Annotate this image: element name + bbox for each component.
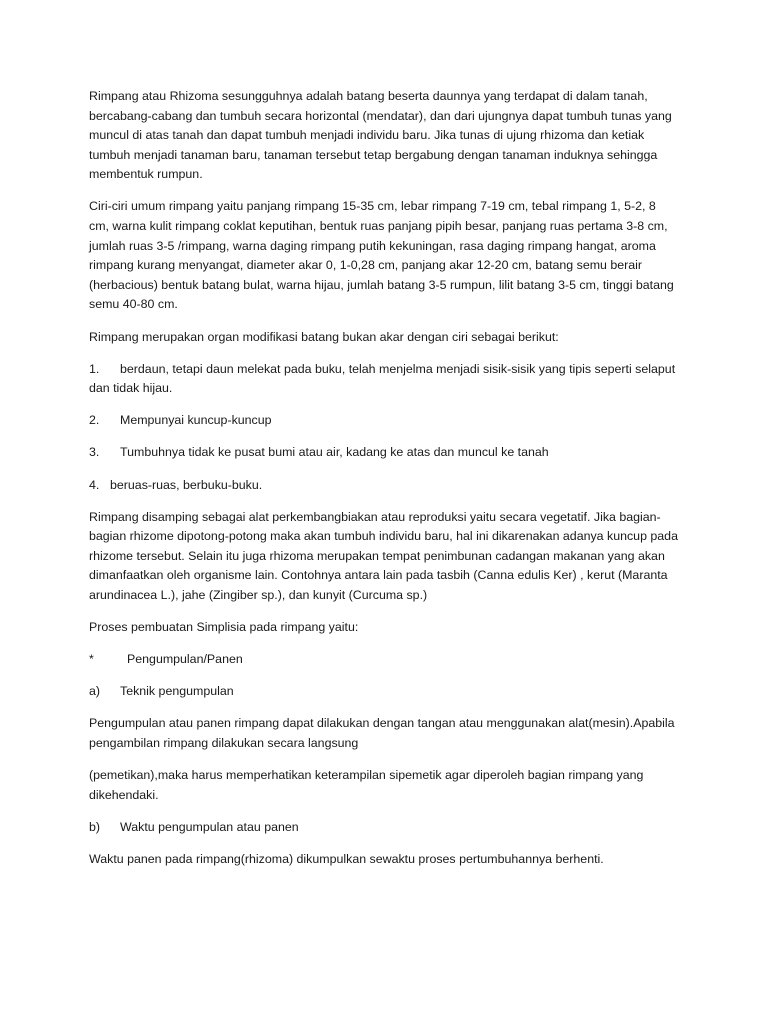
sub-item-marker: b) bbox=[89, 819, 101, 834]
list-text: Tumbuhnya tidak ke pusat bumi atau air, kadang ke atas dan muncul ke tanah bbox=[120, 445, 549, 460]
list-item bbox=[89, 360, 679, 399]
sub-item-text: Waktu pengumpulan atau panen bbox=[120, 819, 299, 834]
paragraph-intro: Rimpang atau Rhizoma sesungguhnya adalah batang beserta daunnya yang terdapat di dalam tanah, bercabang-cabang dan tumbuh secara horizontal (mendatar), dan dari ujungnya dapat tumbuh tunas yang muncul di atas tanah dan dapat tumbuh menjadi individu baru. Jika tunas di ujung rhizoma dan ketiak tumbuh menjadi tanaman baru, tanaman tersebut tetap bergabung dengan tanaman induknya sehingga membentuk rumpun. bbox=[89, 89, 672, 182]
paragraph-organ-intro: Rimpang merupakan organ modifikasi batang bukan akar dengan ciri sebagai berikut: bbox=[89, 329, 559, 344]
bullet-text: Pengumpulan/Panen bbox=[127, 652, 243, 667]
document-body bbox=[89, 87, 679, 882]
list-number: 2. bbox=[89, 413, 100, 428]
list-number: 3. bbox=[89, 445, 100, 460]
paragraph-ciri-ciri: Ciri-ciri umum rimpang yaitu panjang rimpang 15-35 cm, lebar rimpang 7-19 cm, tebal rimpang 1, 5-2, 8 cm, warna kulit rimpang coklat keputihan, bentuk ruas panjang pipih besar, panjang ruas pertama 3-8 cm, jumlah ruas 3-5 /rimpang, warna daging rimpang putih kekuningan, rasa daging rimpang hangat, aroma rimpang kurang menyangat, diameter akar 0, 1-0,28 cm, panjang akar 12-20 cm, batang semu berair (herbacious) bentuk batang bulat, warna hijau, jumlah batang 3-5 rumpun, lilit batang 3-5 cm, tinggi batang semu 40-80 cm. bbox=[89, 199, 674, 312]
paragraph-waktu-panen: Waktu panen pada rimpang(rhizoma) dikumpulkan sewaktu proses pertumbuhannya berhenti. bbox=[89, 851, 604, 866]
list-text: Mempunyai kuncup-kuncup bbox=[120, 413, 272, 428]
list-number: 4. bbox=[89, 477, 100, 492]
sub-item-marker: a) bbox=[89, 684, 101, 699]
paragraph-pemetikan: (pemetikan),maka harus memperhatikan keterampilan sipemetik agar diperoleh bagian rimpang yang dikehendaki. bbox=[89, 768, 644, 802]
list-item bbox=[89, 476, 679, 496]
paragraph-pengumpulan: Pengumpulan atau panen rimpang dapat dilakukan dengan tangan atau menggunakan alat(mesin).Apabila pengambilan rimpang dilakukan secara langsung bbox=[89, 716, 675, 750]
list-item bbox=[89, 443, 679, 463]
list-number: 1. bbox=[89, 361, 100, 376]
section-title-proses: Proses pembuatan Simplisia pada rimpang yaitu: bbox=[89, 620, 359, 635]
sub-item-text: Teknik pengumpulan bbox=[120, 684, 234, 699]
bullet-item bbox=[89, 650, 679, 670]
list-text: berdaun, tetapi daun melekat pada buku, telah menjelma menjadi sisik-sisik yang tipis seperti selaput dan tidak hijau. bbox=[89, 361, 676, 396]
sub-item-b bbox=[89, 818, 679, 838]
list-item bbox=[89, 411, 679, 431]
bullet-marker: * bbox=[89, 652, 94, 667]
paragraph-fungsi: Rimpang disamping sebagai alat perkembangbiakan atau reproduksi yaitu secara vegetatif. Jika bagian-bagian rhizome dipotong-potong maka akan tumbuh individu baru, hal ini dikarenakan adanya kuncup pada rhizome tersebut. Selain itu juga rhizoma merupakan tempat penimbunan cadangan makanan yang akan dimanfaatkan oleh organisme lain. Contohnya antara lain pada tasbih (Canna edulis Ker) , kerut (Maranta arundinacea L.), jahe (Zingiber sp.), dan kunyit (Curcuma sp.) bbox=[89, 509, 678, 602]
sub-item-a bbox=[89, 682, 679, 702]
list-text: beruas-ruas, berbuku-buku. bbox=[110, 477, 263, 492]
